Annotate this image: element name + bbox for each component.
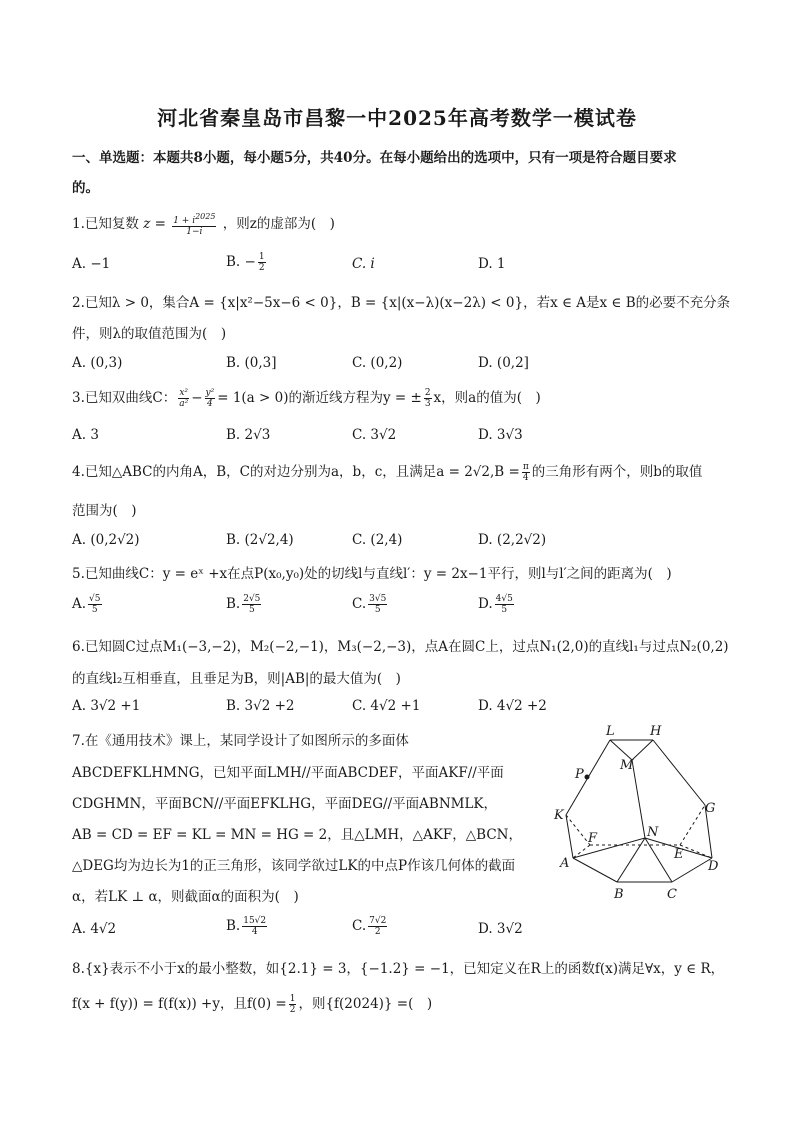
- question-8-line1: 8.{x}表示不小于x的最小整数，如{2.1} = 3，{−1.2} = −1，已知定义在R上的函数f(x)满足∀x，y ∈ R，: [72, 961, 725, 977]
- q1-stem-a: 1.已知复数: [72, 216, 139, 232]
- q6-option-b[interactable]: B. 3√2 +2: [226, 698, 295, 714]
- point-P: [585, 775, 590, 780]
- q6-option-a[interactable]: A. 3√2 +1: [72, 698, 141, 714]
- q8-line2-b: ，则{f(2024)} =( ): [298, 996, 433, 1012]
- q1-stem-b: ，则z的虚部为( ): [222, 216, 335, 232]
- label-C: C: [667, 887, 677, 902]
- label-E: E: [674, 847, 684, 862]
- q4-stem-a: 4.已知△ABC的内角A，B，C的对边分别为a，b，c，且满足a = 2√2,B =: [72, 464, 520, 480]
- label-P: P: [575, 767, 584, 782]
- q4-option-d[interactable]: D. (2,2√2): [478, 532, 547, 548]
- question-2-line1: 2.已知λ > 0，集合A = {x|x²−5x−6 < 0}，B = {x|(x−λ)(x−2λ) < 0}，若x ∈ A是x ∈ B的必要不充分条: [72, 295, 731, 311]
- q8-f-num: 1: [289, 994, 296, 1004]
- q3-f1-num: x²: [179, 388, 189, 398]
- q5-d-den: 5: [501, 605, 508, 615]
- question-7-line4: AB = CD = EF = KL = MN = HG = 2，且△LMH，△AKF，△BCN，: [72, 827, 522, 843]
- q5-c-num: 3√5: [369, 594, 387, 604]
- q3-stem-c: x，则a的值为( ): [433, 390, 541, 406]
- label-G: G: [705, 801, 716, 816]
- q3-f3-den: 3: [424, 399, 431, 409]
- edge-HM: [632, 740, 653, 760]
- q5-option-c[interactable]: [352, 594, 389, 615]
- q6-option-d[interactable]: D. 4√2 +2: [478, 698, 547, 714]
- q5-b-den: 5: [248, 605, 255, 615]
- q5-a-num: √5: [89, 594, 101, 604]
- q7-c-label: C.: [352, 918, 367, 934]
- edge-LM: [610, 740, 632, 760]
- question-3-stem: [72, 386, 541, 409]
- q5-option-b[interactable]: [226, 594, 263, 615]
- q5-b-num: 2√5: [243, 594, 261, 604]
- q3-minus: −: [191, 390, 203, 406]
- label-D: D: [708, 859, 719, 874]
- q1-option-a[interactable]: A. −1: [72, 256, 111, 272]
- label-A: A: [560, 856, 570, 871]
- q1-expr: z =: [143, 216, 166, 232]
- question-7-line2: ABCDEFKLHMNG，已知平面LMH//平面ABCDEF，平面AKF//平面: [72, 765, 504, 781]
- q7-b-num: 15√2: [243, 916, 267, 926]
- q1-option-c[interactable]: C. i: [352, 256, 375, 272]
- label-B: B: [614, 887, 624, 902]
- label-K: K: [554, 808, 564, 823]
- q6-option-c[interactable]: C. 4√2 +1: [352, 698, 421, 714]
- q1-frac-den: 1−i: [186, 227, 203, 237]
- q7-option-d[interactable]: D. 3√2: [478, 921, 523, 937]
- q5-d-num: 4√5: [495, 594, 513, 604]
- question-4-line1: [72, 460, 702, 483]
- q5-d-label: D.: [478, 596, 493, 612]
- edge-AB: [573, 858, 617, 882]
- q3-stem-b: = 1(a > 0)的渐近线方程为y = ±: [217, 390, 422, 406]
- q1-optb-num: 1: [258, 252, 265, 262]
- edge-MN: [632, 760, 645, 838]
- q1-optb-den: 2: [258, 263, 265, 273]
- question-7-line1: 7.在《通用技术》课上，某同学设计了如图所示的多面体: [72, 733, 409, 749]
- question-1-stem: [72, 212, 335, 237]
- q1-option-d[interactable]: D. 1: [478, 256, 506, 272]
- q4-option-b[interactable]: B. (2√2,4): [226, 532, 294, 548]
- section-header-line2: 的。: [72, 180, 99, 196]
- q3-f2-den: 4: [207, 399, 213, 409]
- edge-HG: [653, 740, 705, 805]
- q7-c-den: 2: [374, 927, 381, 937]
- q5-option-a[interactable]: [72, 594, 104, 615]
- question-7-line5: △DEG均为边长为1的正三角形，该同学欲过LK的中点P作该几何体的截面: [72, 858, 516, 874]
- q5-b-label: B.: [226, 596, 241, 612]
- q5-a-den: 5: [91, 605, 98, 615]
- q5-option-d[interactable]: [478, 594, 516, 615]
- q3-f1-den: a²: [179, 399, 189, 409]
- q7-option-b[interactable]: [226, 916, 269, 937]
- q1-frac-exp: 2025: [195, 212, 216, 221]
- q8-f-den: 2: [289, 1005, 296, 1015]
- label-M: M: [620, 758, 634, 773]
- question-6-line1: 6.已知圆C过点M₁(−3,−2)，M₂(−2,−1)，M₃(−2,−3)，点A在圆C上，过点N₁(2,0)的直线l₁与过点N₂(0,2): [72, 639, 729, 655]
- label-N: N: [647, 825, 659, 840]
- q3-option-b[interactable]: B. 2√3: [226, 427, 271, 443]
- polyhedron-figure: [540, 720, 730, 905]
- label-F: F: [588, 831, 598, 846]
- q7-b-label: B.: [226, 918, 241, 934]
- q3-option-c[interactable]: C. 3√2: [352, 427, 397, 443]
- q4-stem-b: 的三角形有两个，则b的取值: [531, 464, 703, 480]
- label-L: L: [606, 724, 615, 739]
- hidden-edge-EG: [680, 805, 705, 845]
- q4-f-den: 4: [522, 473, 529, 483]
- q3-option-a[interactable]: A. 3: [72, 427, 99, 443]
- question-4-line2: 范围为( ): [72, 503, 137, 519]
- hidden-edge-KF: [566, 815, 590, 845]
- question-7-line6: α，若LK ⊥ α，则截面α的面积为( ): [72, 889, 299, 905]
- q3-option-d[interactable]: D. 3√3: [478, 427, 523, 443]
- page-title: 河北省秦皇岛市昌黎一中2025年高考数学一模试卷: [157, 106, 637, 130]
- q1-frac-num: 1 + i: [173, 216, 196, 226]
- q1-option-b[interactable]: [226, 252, 268, 273]
- question-2-line2: 件，则λ的取值范围为( ): [72, 326, 227, 342]
- q3-f2-num: y²: [205, 388, 215, 398]
- q2-option-d[interactable]: D. (0,2]: [478, 355, 529, 371]
- question-8-line2: [72, 992, 432, 1015]
- q7-option-a[interactable]: A. 4√2: [72, 921, 117, 937]
- q3-stem-a: 3.已知双曲线C：: [72, 390, 177, 406]
- q1-option-b-label: B. −: [226, 254, 256, 270]
- q4-f-num: π: [522, 462, 529, 472]
- q5-c-label: C.: [352, 596, 367, 612]
- edge-KA: [566, 815, 573, 858]
- q2-option-c[interactable]: C. (0,2): [352, 355, 403, 371]
- q7-c-num: 7√2: [369, 916, 387, 926]
- q5-a-label: A.: [72, 596, 87, 612]
- question-6-line2: 的直线l₂互相垂直，且垂足为B，则|AB|的最大值为( ): [72, 671, 401, 687]
- q7-option-c[interactable]: [352, 916, 389, 937]
- q8-line2-a: f(x + f(y)) = f(f(x)) +y，且f(0) =: [72, 996, 287, 1012]
- question-5-line1: 5.已知曲线C：y = eˣ +x在点P(x₀,y₀)处的切线l与直线l′：y = 2x−1平行，则l与l′之间的距离为( ): [72, 566, 672, 582]
- question-7-line3: CDGHMN，平面BCN//平面EFKLHG，平面DEG//平面ABNMLK，: [72, 796, 497, 812]
- q2-option-b[interactable]: B. (0,3]: [226, 355, 277, 371]
- q4-option-c[interactable]: C. (2,4): [352, 532, 403, 548]
- q1-fraction: [172, 212, 216, 237]
- label-H: H: [650, 724, 662, 739]
- q2-option-a[interactable]: A. (0,3): [72, 355, 123, 371]
- section-header-line1: 一、单选题：本题共8小题，每小题5分，共40分。在每小题给出的选项中，只有一项是符合题目要求: [72, 150, 677, 166]
- q4-option-a[interactable]: A. (0,2√2): [72, 532, 140, 548]
- q7-b-den: 4: [251, 927, 258, 937]
- q3-f3-num: 2: [424, 388, 431, 398]
- q5-c-den: 5: [374, 605, 381, 615]
